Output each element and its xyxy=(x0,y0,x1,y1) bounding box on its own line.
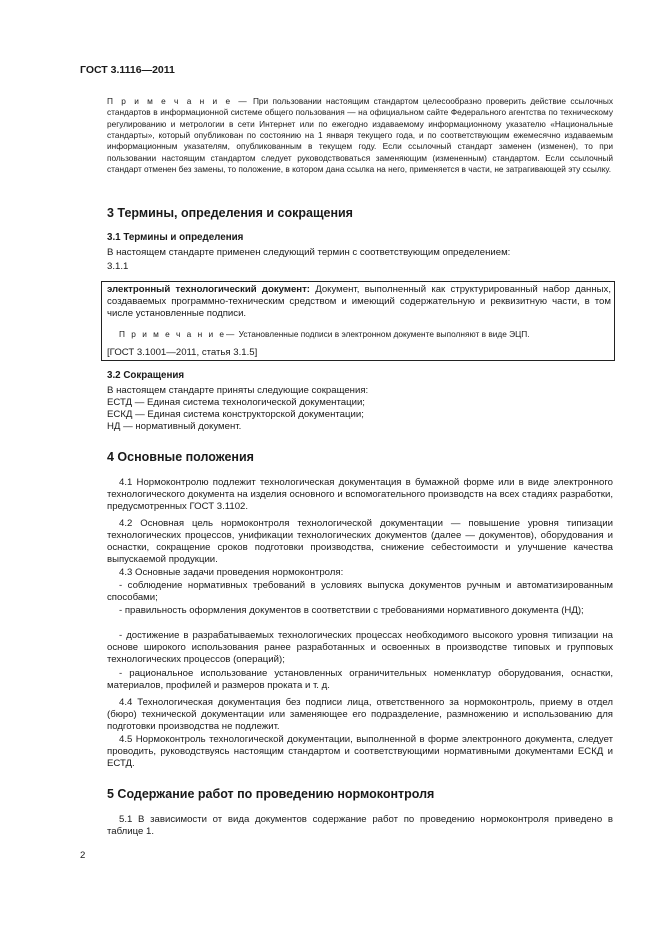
page-number: 2 xyxy=(80,850,86,861)
paragraph-4-2: 4.2 Основная цель нормоконтроля технологической документации — повышение уровня типизации технологических процессов, унификации технологических документов (далее — документов), оборудования и оснастки, сокращение сроков подготовки производства, снижение себестоимости и улучшение качества выпускаемой продукции. xyxy=(107,518,613,565)
section-5-heading: 5 Содержание работ по проведению нормоконтроля xyxy=(107,787,435,801)
reference-note xyxy=(107,96,613,175)
item-number: 3.1.1 xyxy=(107,261,129,272)
paragraph-4-1: 4.1 Нормоконтролю подлежит технологическая документация в бумажной форме или в виде электронного технологического документа на изделия основного и вспомогательного производств на всех стадиях разработки, предусмотренных ГОСТ 3.1102. xyxy=(107,477,613,512)
abbrev-intro: В настоящем стандарте приняты следующие сокращения: xyxy=(107,385,369,396)
definition-note-text: Установленные подписи в электронном документе выполняют в виде ЭЦП. xyxy=(238,329,530,339)
note-text: При пользовании настоящим стандартом целесообразно проверить действие ссылочных стандартов в информационной системе общего пользования — на официальном сайте Федерального агентства по техническому регулированию и метрологии в сети Интернет или по ежегодно издаваемому информационному указателю «Национальные стандарты», который опубликован по состоянию на 1 января текущего года, и по соответствующим ежемесячно издаваемым информационным указателям, опубликованным в текущем году. Если ссылочный стандарт заменен (изменен), то при пользовании настоящим стандартом следует руководствоваться заменяющим (измененным) стандартом. Если ссылочный стандарт отменен без замены, то положение, в котором дана ссылка на него, применяется в части, не затрагивающей эту ссылку. xyxy=(107,96,613,175)
definition-note xyxy=(119,329,530,339)
definition-text xyxy=(107,284,611,320)
section-3-heading: 3 Термины, определения и сокращения xyxy=(107,206,353,220)
abbrev-item: ЕСКД — Единая система конструкторской документации; xyxy=(107,409,364,420)
paragraph-4-5: 4.5 Нормоконтроль технологической документации, выполненной в форме электронного документа, следует проводить, руководствуясь настоящим стандартом и соответствующими нормативными документами ЕСКД и ЕСТД. xyxy=(107,734,613,769)
task-item: - достижение в разрабатываемых технологических процессах необходимого высокого уровня типизации на основе широкого использования ранее разработанных и освоенных в производстве типовых и групповых технологических процессов (операций); xyxy=(107,630,613,665)
section-4-heading: 4 Основные положения xyxy=(107,450,254,464)
term: электронный технологический документ: xyxy=(107,284,310,295)
abbrev-item: НД — нормативный документ. xyxy=(107,421,242,432)
paragraph-5-1: 5.1 В зависимости от вида документов содержание работ по проведению нормоконтроля приведено в таблице 1. xyxy=(107,814,613,837)
task-item: - рациональное использование установленных ограничительных номенклатур оборудования, оснастки, материалов, профилей и размеров проката и т. д. xyxy=(107,668,613,691)
task-item: - соблюдение нормативных требований в условиях выпуска документов ручным и автоматизированным способами; xyxy=(107,580,613,603)
task-item: - правильность оформления документов в соответствии с требованиями нормативного документа (НД); xyxy=(119,605,584,616)
document-header: ГОСТ 3.1116—2011 xyxy=(80,64,175,76)
definition-note-label: П р и м е ч а н и е— xyxy=(119,329,237,339)
subsection-3-1-heading: 3.1 Термины и определения xyxy=(107,232,244,243)
paragraph-4-4: 4.4 Технологическая документация без подписи лица, ответственного за нормоконтроль, приему в отдел (бюро) технической документации или заменяющее его подразделение, размножению и использованию для подготовки производства не подлежит. xyxy=(107,697,613,732)
definition-reference: [ГОСТ 3.1001—2011, статья 3.1.5] xyxy=(107,347,258,358)
term-definition: Документ, выполненный как структурированный набор данных, создаваемых программно-техническим средством и имеющий содержательную и реквизитную части, в том числе установленные подписи. xyxy=(107,284,611,319)
subsection-3-2-heading: 3.2 Сокращения xyxy=(107,370,185,381)
abbrev-item: ЕСТД — Единая система технологической документации; xyxy=(107,397,365,408)
paragraph-4-3: 4.3 Основные задачи проведения нормоконтроля: xyxy=(119,567,344,578)
note-label: П р и м е ч а н и е — xyxy=(107,96,249,106)
subsection-3-1-text: В настоящем стандарте применен следующий термин с соответствующим определением: xyxy=(107,247,511,258)
